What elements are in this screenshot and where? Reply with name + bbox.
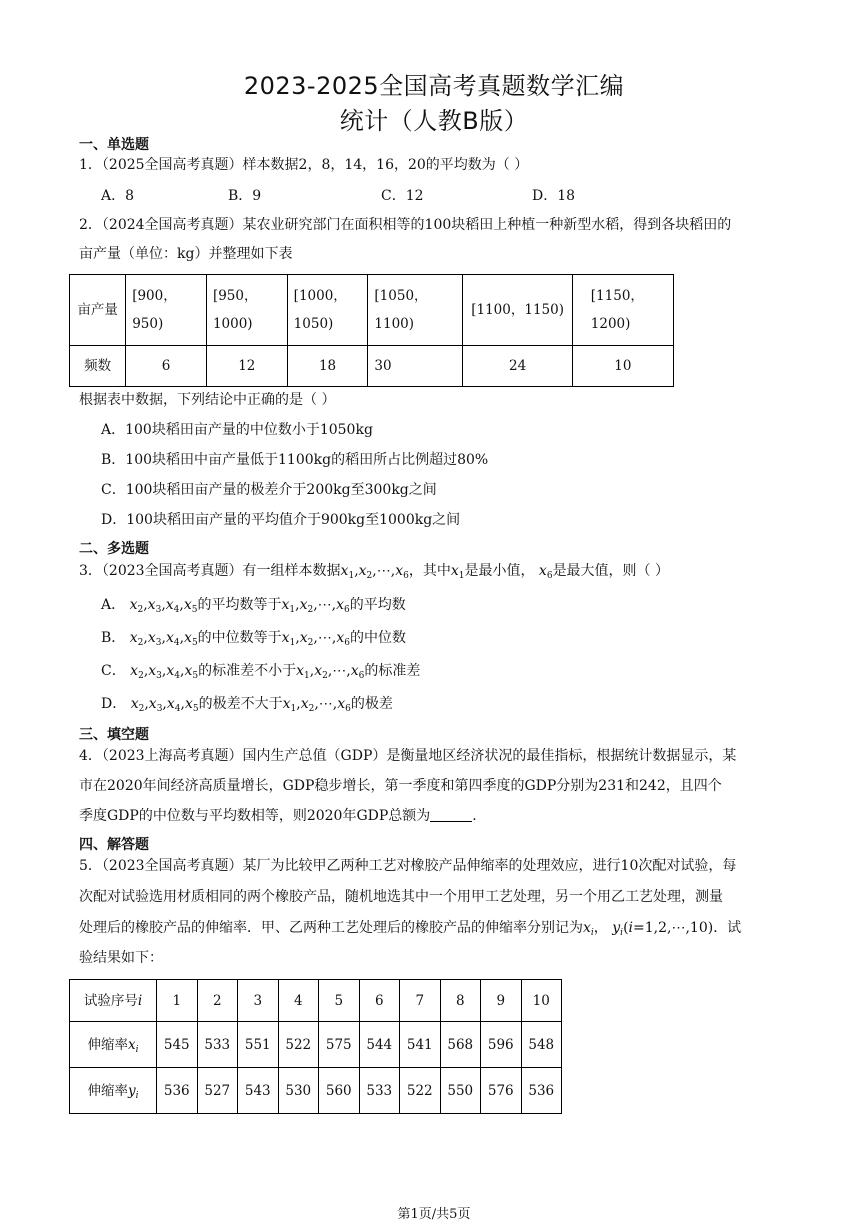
table-cell: 545 [157, 1022, 198, 1068]
table-cell: [1150，1200) [572, 275, 673, 346]
table-cell: 596 [481, 1022, 522, 1068]
question-3-option-c: C． $x_2,x_3,x_4,x_5$的标准差不小于$x_1,x_2,\cdots,x_6$的标准差 [101, 663, 421, 681]
table-cell: 5 [319, 980, 360, 1022]
question-2-stem-line2: 亩产量（单位：kg）并整理如下表 [79, 246, 293, 262]
table-cell: 522 [400, 1068, 441, 1114]
table-cell: 568 [440, 1022, 481, 1068]
question-1-option-c: C．12 [381, 188, 424, 204]
yield-table-row-counts [70, 346, 674, 387]
table-cell: 522 [278, 1022, 319, 1068]
yield-table [69, 274, 674, 387]
table-cell: [1000，1050) [287, 275, 368, 346]
question-3-stem-text: ，其中 [408, 563, 451, 579]
table-cell: 18 [287, 346, 368, 387]
table-cell: [1100，1150) [463, 275, 572, 346]
question-3-option-d: D． $x_2,x_3,x_4,x_5$的极差不大于$x_1,x_2,\cdots,x_6$的极差 [101, 696, 393, 714]
section-heading-solution: 四、解答题 [79, 837, 149, 853]
section-heading-multiple-choice: 二、多选题 [79, 541, 149, 557]
table-cell: [1050，1100) [368, 275, 463, 346]
table-cell: 530 [278, 1068, 319, 1114]
option-label: A． [101, 597, 126, 613]
option-label: C． [101, 663, 126, 679]
table-cell: 560 [319, 1068, 360, 1114]
table-cell: 10 [521, 980, 562, 1022]
table-cell: 527 [197, 1068, 238, 1114]
table-cell: [900，950) [126, 275, 207, 346]
table-cell: 4 [278, 980, 319, 1022]
table-cell: 24 [463, 346, 572, 387]
option-text: 的标准差不小于 [198, 663, 297, 679]
table-header-cell: 伸缩率$x_i$ [70, 1022, 157, 1068]
option-label: B． [101, 630, 126, 646]
table-cell: 575 [319, 1022, 360, 1068]
page-number: 第1页/共5页 [397, 1207, 471, 1222]
question-5-text: ， [593, 920, 608, 936]
table-cell: 1 [157, 980, 198, 1022]
experiment-table [69, 979, 562, 1114]
question-4-text: 季度GDP的中位数与平均数相等，则2020年GDP总额为 [79, 808, 431, 824]
table-cell: 6 [126, 346, 207, 387]
table-header-cell: 试验序号i [70, 980, 157, 1022]
question-3-option-a: A． $x_2,x_3,x_4,x_5$的平均数等于$x_1,x_2,\cdots,x_6$的平均数 [101, 597, 406, 615]
section-heading-single-choice: 一、单选题 [79, 137, 149, 153]
answer-blank [430, 807, 472, 822]
yield-table-row-intervals [70, 275, 674, 346]
table-cell: 541 [400, 1022, 441, 1068]
question-5-line4: 验结果如下： [79, 950, 163, 966]
question-1-stem: 1．（2025全国高考真题）样本数据2，8，14，16，20的平均数为（ ） [79, 157, 529, 173]
table-cell: 576 [481, 1068, 522, 1114]
option-label: D． [101, 696, 127, 712]
table-cell: 548 [521, 1022, 562, 1068]
table-cell: 536 [157, 1068, 198, 1114]
question-4-text: . [472, 808, 477, 824]
question-1-option-b: B．9 [228, 188, 262, 204]
table-cell: 550 [440, 1068, 481, 1114]
table-cell: 8 [440, 980, 481, 1022]
question-5-line1: 5．（2023全国高考真题）某厂为比较甲乙两种工艺对橡胶产品伸缩率的处理效应，进行10次配对试验，每 [79, 858, 737, 874]
table-cell: 7 [400, 980, 441, 1022]
table-cell: 2 [197, 980, 238, 1022]
table-cell: 536 [521, 1068, 562, 1114]
document-subtitle: 统计（人教B版） [339, 107, 529, 135]
question-1-option-a: A．8 [101, 188, 135, 204]
table-cell: 6 [359, 980, 400, 1022]
table-cell: 9 [481, 980, 522, 1022]
question-3-stem-text: 是最大值，则（ ） [552, 563, 670, 579]
table-header-cell: 伸缩率$y_i$ [70, 1068, 157, 1114]
table-cell: 12 [206, 346, 287, 387]
table-cell: 544 [359, 1022, 400, 1068]
question-3-stem-text: 3．（2023全国高考真题）有一组样本数据 [79, 563, 341, 579]
table-cell: 10 [572, 346, 673, 387]
question-5-text: ．试 [713, 920, 742, 936]
option-text: 的极差不大于 [198, 696, 283, 712]
question-2-stem-line1: 2．（2024全国高考真题）某农业研究部门在面积相等的100块稻田上种植一种新型水稻，得到各块稻田的 [79, 217, 732, 233]
table-cell: 533 [197, 1022, 238, 1068]
question-4-line1: 4．（2023上海高考真题）国内生产总值（GDP）是衡量地区经济状况的最佳指标，根据统计数据显示，某 [79, 748, 737, 764]
table-cell: 30 [368, 346, 463, 387]
experiment-table-row-index [70, 980, 562, 1022]
experiment-table-row-y [70, 1068, 562, 1114]
header-text: 伸缩率 [87, 1036, 128, 1053]
table-header-cell: 亩产量 [70, 275, 126, 346]
option-text: 的中位数 [349, 630, 406, 646]
question-2-option-b: B．100块稻田中亩产量低于1100kg的稻田所占比例超过80% [101, 452, 489, 468]
question-5-line2: 次配对试验选用材质相同的两个橡胶产品，随机地选其中一个用甲工艺处理，另一个用乙工艺处理，测量 [79, 889, 723, 905]
table-cell: [950，1000) [206, 275, 287, 346]
question-4-line3 [79, 806, 477, 826]
option-text: 的平均数 [349, 597, 406, 613]
question-1-option-d: D．18 [532, 188, 576, 204]
question-2-option-c: C．100块稻田亩产量的极差介于200kg至300kg之间 [101, 482, 437, 498]
table-header-cell: 频数 [70, 346, 126, 387]
header-text: 试验序号 [83, 992, 138, 1009]
question-2-option-d: D．100块稻田亩产量的平均值介于900kg至1000kg之间 [101, 512, 461, 528]
question-3-option-b: B． $x_2,x_3,x_4,x_5$的中位数等于$x_1,x_2,\cdots,x_6$的中位数 [101, 630, 406, 648]
table-cell: 533 [359, 1068, 400, 1114]
question-5-line3: 处理后的橡胶产品的伸缩率．甲、乙两种工艺处理后的橡胶产品的伸缩率分别记为$x_i$， $y_i(i=1,2,\cdots,10)$．试 [79, 920, 742, 938]
option-text: 的极差 [350, 696, 393, 712]
option-text: 的平均数等于 [197, 597, 282, 613]
option-text: 的标准差 [364, 663, 421, 679]
question-4-line2: 市在2020年间经济高质量增长，GDP稳步增长，第一季度和第四季度的GDP分别为231和242，且四个 [79, 778, 722, 794]
table-cell: 551 [238, 1022, 279, 1068]
question-3-stem: 3．（2023全国高考真题）有一组样本数据$x_1,x_2,\cdots,x_6$，其中$x_1$是最小值， $x_6$是最大值，则（ ） [79, 563, 670, 581]
table-cell: 543 [238, 1068, 279, 1114]
section-heading-fill-in: 三、填空题 [79, 727, 149, 743]
header-text: 伸缩率 [87, 1082, 128, 1099]
question-2-prompt: 根据表中数据，下列结论中正确的是（ ） [79, 392, 336, 408]
question-5-text: 处理后的橡胶产品的伸缩率．甲、乙两种工艺处理后的橡胶产品的伸缩率分别记为 [79, 920, 583, 936]
table-cell: 3 [238, 980, 279, 1022]
document-title: 2023-2025全国高考真题数学汇编 [243, 72, 625, 100]
question-2-option-a: A．100块稻田亩产量的中位数小于1050kg [101, 422, 373, 438]
experiment-table-row-x [70, 1022, 562, 1068]
option-text: 的中位数等于 [197, 630, 282, 646]
question-3-stem-text: 是最小值， [464, 563, 535, 579]
